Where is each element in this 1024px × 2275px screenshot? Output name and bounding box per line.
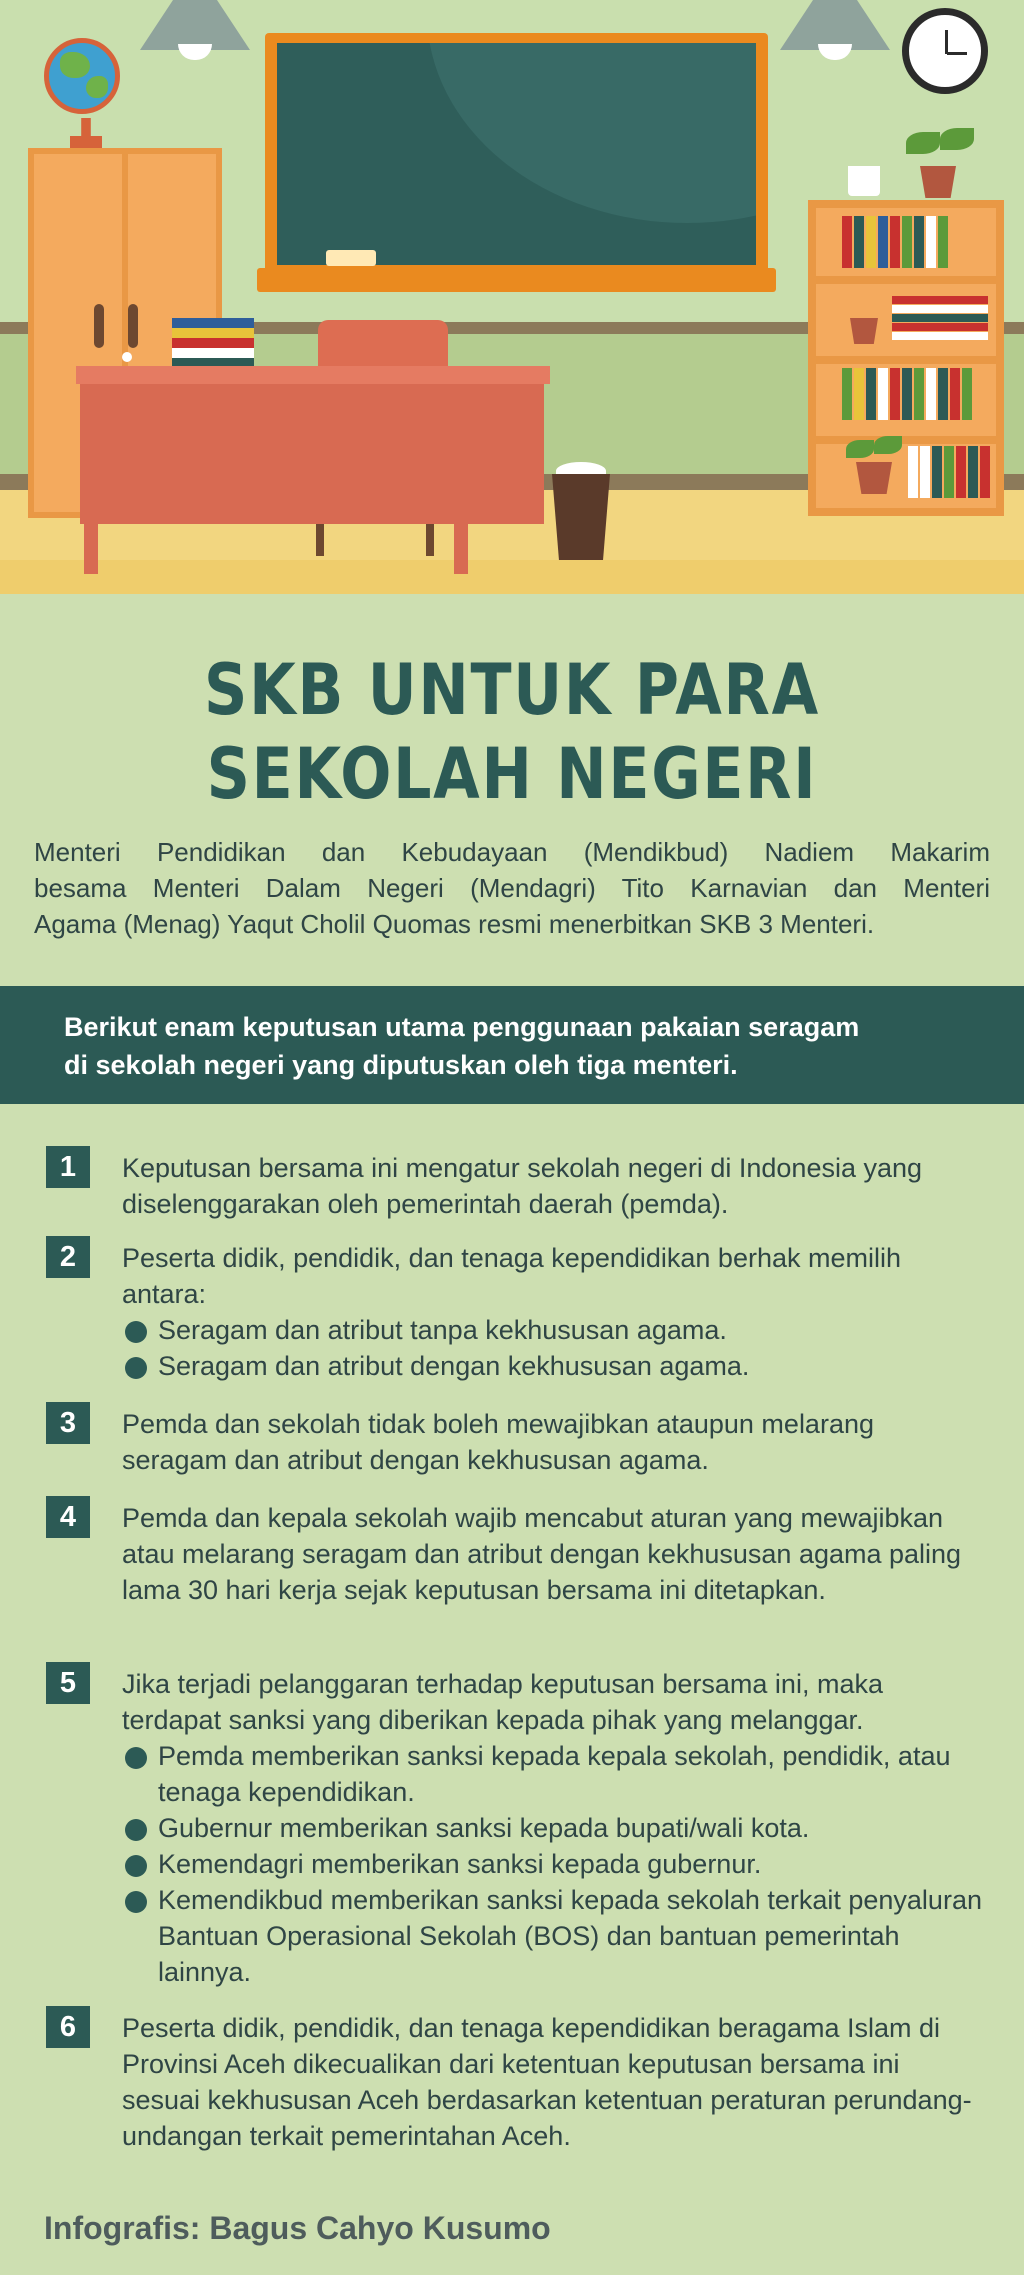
item-number-badge: 6 <box>46 2006 90 2048</box>
item-text: Pemda dan sekolah tidak boleh mewajibkan ataupun melarang seragam dan atribut dengan kekhususan agama. <box>122 1409 874 1475</box>
shelf-books <box>842 368 972 420</box>
bullet-item: Pemda memberikan sanksi kepada kepala sekolah, pendidik, atau tenaga kependidikan. <box>122 1738 982 1810</box>
item-text-block <box>122 1240 982 1384</box>
item-bullet-list <box>122 1738 982 1990</box>
floor-shade <box>0 560 1024 594</box>
infographic-credit: Infografis: Bagus Cahyo Kusumo <box>44 2210 551 2246</box>
bullet-item: Kemendikbud memberikan sanksi kepada sekolah terkait penyaluran Bantuan Operasional Sekolah (BOS) dan bantuan pemerintah lainnya. <box>122 1882 982 1990</box>
plant-leaf <box>906 132 940 154</box>
chair-leg <box>316 522 324 556</box>
item-text: Peserta didik, pendidik, dan tenaga kependidikan berhak memilih antara: <box>122 1243 901 1309</box>
title-line: SKB UNTUK PARA <box>204 649 820 731</box>
item-number-badge: 1 <box>46 1146 90 1188</box>
item-number-badge: 3 <box>46 1402 90 1444</box>
trash-bin-icon <box>552 474 610 560</box>
desk-leg <box>84 520 98 574</box>
wall-clock-icon <box>902 8 988 94</box>
bullet-item: Kemendagri memberikan sanksi kepada gubernur. <box>122 1846 982 1882</box>
intro-paragraph <box>34 834 990 942</box>
ceiling-lamp-icon <box>780 0 890 50</box>
potted-plant-icon <box>920 166 956 198</box>
intro-line: Agama (Menag) Yaqut Cholil Quomas resmi menerbitkan SKB 3 Menteri. <box>34 909 875 939</box>
potted-plant-icon <box>856 462 892 494</box>
item-text: Peserta didik, pendidik, dan tenaga kependidikan beragama Islam di Provinsi Aceh dikecualikan dari ketentuan keputusan bersama ini sesuai kekhususan Aceh berdasarkan ketentuan peraturan perundang-undangan terkait pemerintahan Aceh. <box>122 2013 972 2151</box>
teacher-desk-body <box>80 384 544 524</box>
ceiling-lamp-icon <box>140 0 250 50</box>
shelf-books-stack <box>892 296 988 340</box>
title-line: SEKOLAH NEGERI <box>206 733 818 815</box>
chalkboard-icon <box>277 43 756 265</box>
pencil-cup-icon <box>848 166 880 196</box>
decision-banner <box>0 986 1024 1104</box>
plant-leaf <box>940 128 974 150</box>
desk-leg <box>454 520 468 574</box>
bullet-item: Seragam dan atribut tanpa kekhususan agama. <box>122 1312 982 1348</box>
bullet-item: Seragam dan atribut dengan kekhususan agama. <box>122 1348 982 1384</box>
item-number-badge: 5 <box>46 1662 90 1704</box>
shelf-books <box>908 446 990 498</box>
book-stack-icon <box>172 318 254 368</box>
chalk-eraser-icon <box>326 250 376 266</box>
plant-leaf <box>874 436 902 454</box>
chair-leg <box>426 522 434 556</box>
item-number-badge: 4 <box>46 1496 90 1538</box>
shelf-books <box>842 216 948 268</box>
item-number-badge: 2 <box>46 1236 90 1278</box>
plant-leaf <box>846 440 874 458</box>
item-text-block <box>122 1666 982 1990</box>
banner-line: di sekolah negeri yang diputuskan oleh tiga menteri. <box>64 1050 738 1080</box>
classroom-illustration <box>0 0 1024 594</box>
banner-line: Berikut enam keputusan utama penggunaan pakaian seragam <box>64 1012 860 1042</box>
page-title <box>72 648 953 816</box>
item-text: Pemda dan kepala sekolah wajib mencabut aturan yang mewajibkan atau melarang seragam dan atribut dengan kekhususan agama paling lama 30 hari kerja sejak keputusan bersama ini ditetapkan. <box>122 1503 962 1605</box>
chalkboard-ledge <box>257 268 776 292</box>
item-text: Jika terjadi pelanggaran terhadap keputusan bersama ini, maka terdapat sanksi yang diberikan kepada pihak yang melanggar. <box>122 1669 883 1735</box>
intro-line: Menteri Pendidikan dan Kebudayaan (Mendikbud) Nadiem Makarim <box>34 837 990 867</box>
item-text: Keputusan bersama ini mengatur sekolah negeri di Indonesia yang diselenggarakan oleh pemerintah daerah (pemda). <box>122 1153 923 1219</box>
item-bullet-list <box>122 1312 982 1384</box>
cactus-pot-icon <box>850 318 878 344</box>
bullet-item: Gubernur memberikan sanksi kepada bupati/wali kota. <box>122 1810 982 1846</box>
teacher-desk-icon <box>76 366 550 384</box>
banner-text <box>64 1008 984 1084</box>
intro-line: besama Menteri Dalam Negeri (Mendagri) Tito Karnavian dan Menteri <box>34 873 990 903</box>
